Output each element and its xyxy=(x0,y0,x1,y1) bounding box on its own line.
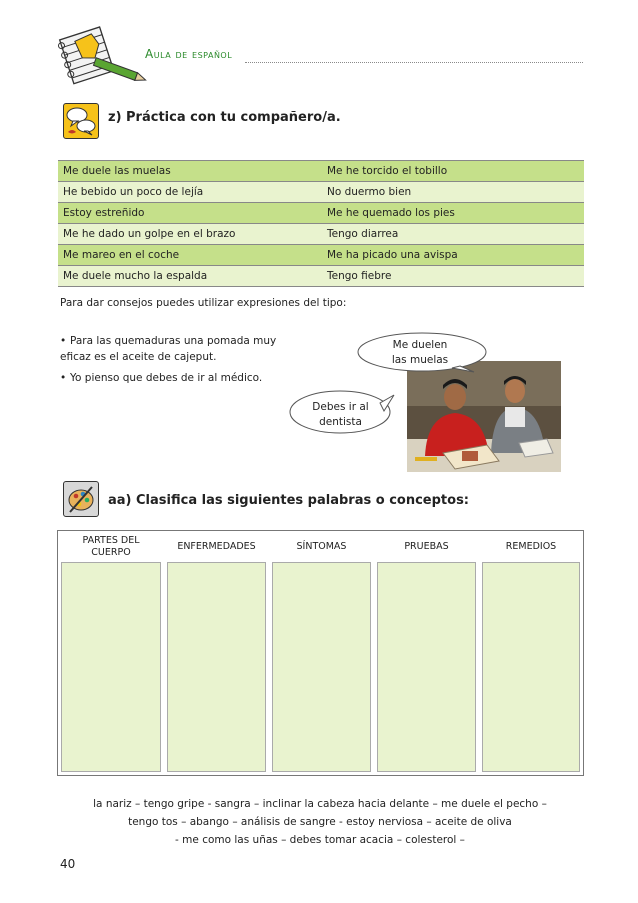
grid-column xyxy=(374,531,479,775)
column-answer-area[interactable] xyxy=(167,562,266,772)
table-cell: Me duele las muelas xyxy=(63,165,171,177)
word-bank-line: - me como las uñas – debes tomar acacia – colesterol – xyxy=(175,834,465,846)
section-aa-title: aa) Clasifica las siguientes palabras o conceptos: xyxy=(108,493,470,508)
speech-bubble-line: las muelas xyxy=(391,354,449,366)
speech-bubbles-icon xyxy=(63,103,99,139)
table-cell: Me duele mucho la espalda xyxy=(63,270,208,282)
table-row xyxy=(58,265,584,287)
table-cell: No duermo bien xyxy=(327,186,412,198)
students-photo xyxy=(407,361,561,472)
table-row xyxy=(58,223,584,244)
grid-column xyxy=(164,531,269,775)
grid-column xyxy=(479,531,583,775)
table-cell: Me ha picado una avispa xyxy=(327,249,458,261)
table-row xyxy=(58,181,584,202)
advice-bullet xyxy=(60,333,310,365)
table-cell: Me he dado un golpe en el brazo xyxy=(63,228,236,240)
table-cell: Me he quemado los pies xyxy=(327,207,455,219)
speech-bubble-line: Debes ir al xyxy=(312,401,369,413)
table-cell: Estoy estreñido xyxy=(63,207,145,219)
notebook-pencil-icon xyxy=(58,26,148,86)
header-divider xyxy=(245,62,583,63)
practice-table xyxy=(58,160,584,287)
speech-bubble-text xyxy=(370,338,470,368)
column-header: SÍNTOMAS xyxy=(296,540,347,552)
table-cell: Tengo fiebre xyxy=(327,270,392,282)
column-header: PARTES DEL CUERPO xyxy=(82,534,140,558)
bullet-marker: • xyxy=(60,335,67,347)
advice-intro: Para dar consejos puedes utilizar expresiones del tipo: xyxy=(60,297,347,309)
table-cell: Me he torcido el tobillo xyxy=(327,165,448,177)
advice-bullet-text: Para las quemaduras una pomada muy eficaz es el aceite de cajeput. xyxy=(60,335,277,363)
table-cell: Tengo diarrea xyxy=(327,228,399,240)
advice-bullet-text: Yo pienso que debes de ir al médico. xyxy=(70,372,263,384)
grid-column xyxy=(269,531,374,775)
column-header: REMEDIOS xyxy=(505,540,557,552)
speech-bubble-line: dentista xyxy=(319,416,362,428)
table-cell: Me mareo en el coche xyxy=(63,249,180,261)
section-z-title: z) Práctica con tu compañero/a. xyxy=(108,110,341,125)
word-bank xyxy=(60,795,580,849)
word-bank-line: la nariz – tengo gripe - sangra – inclinar la cabeza hacia delante – me duele el pecho – xyxy=(93,798,547,810)
table-cell: He bebido un poco de lejía xyxy=(63,186,204,198)
bullet-marker: • xyxy=(60,372,67,384)
page-number: 40 xyxy=(60,857,76,871)
speech-bubble-text xyxy=(293,400,388,430)
advice-bullet xyxy=(60,370,320,386)
classification-grid xyxy=(57,530,584,776)
palette-icon xyxy=(63,481,99,517)
header-title: Aula de español xyxy=(145,47,233,61)
grid-column xyxy=(58,531,164,775)
table-row xyxy=(58,160,584,181)
column-answer-area[interactable] xyxy=(377,562,476,772)
column-answer-area[interactable] xyxy=(482,562,580,772)
table-row xyxy=(58,244,584,265)
column-answer-area[interactable] xyxy=(272,562,371,772)
table-row xyxy=(58,202,584,223)
column-header: ENFERMEDADES xyxy=(177,540,256,552)
column-answer-area[interactable] xyxy=(61,562,161,772)
column-header: PRUEBAS xyxy=(404,540,449,552)
speech-bubble-line: Me duelen xyxy=(392,339,448,351)
word-bank-line: tengo tos – abango – análisis de sangre - estoy nerviosa – aceite de oliva xyxy=(128,816,512,828)
